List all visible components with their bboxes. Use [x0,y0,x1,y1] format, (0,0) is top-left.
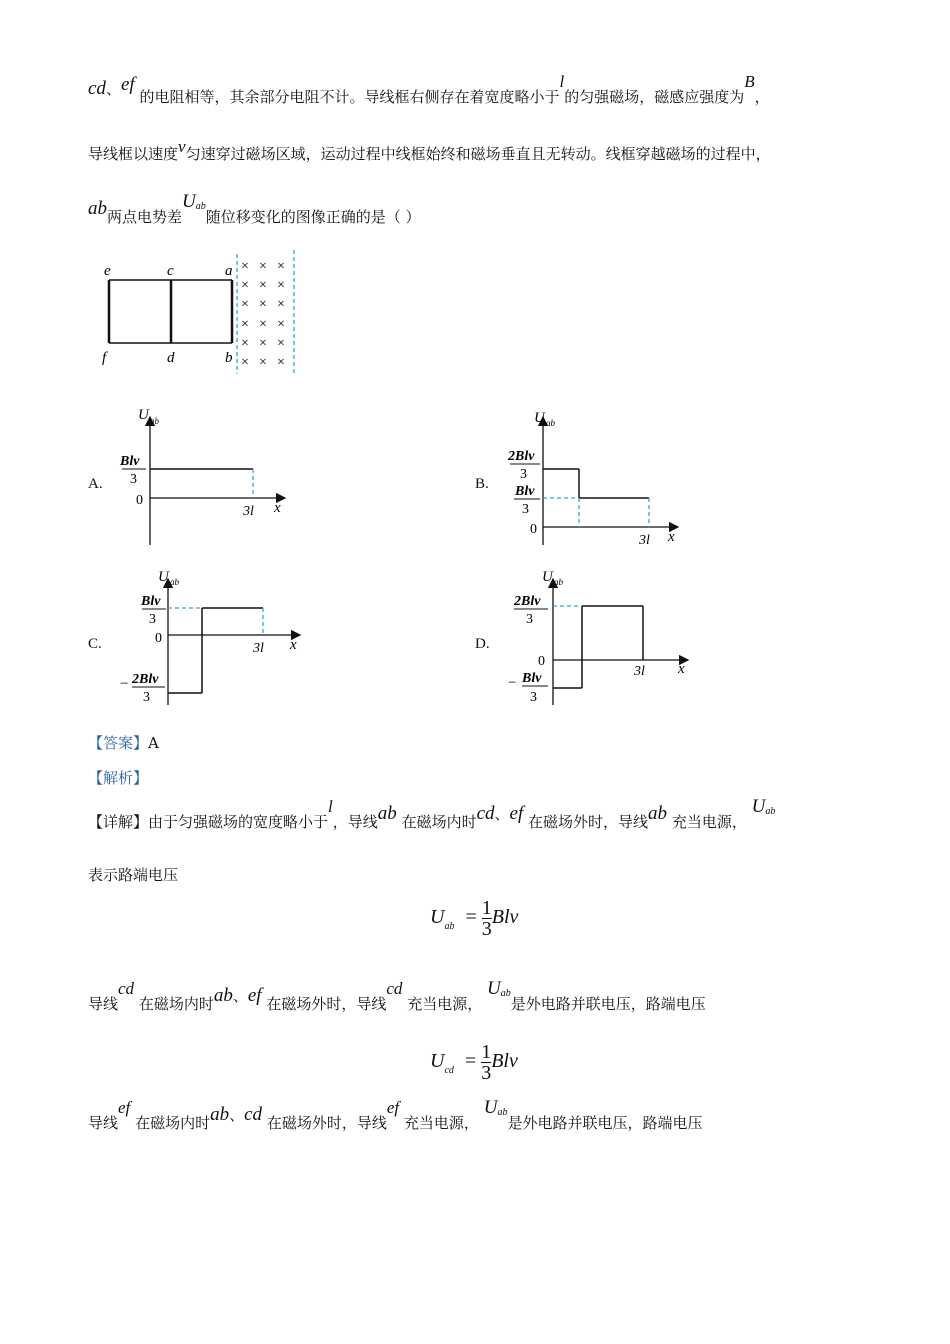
svg-text:3l: 3l [243,504,254,519]
svg-text:×: × [241,336,249,351]
label-d: d [167,350,175,366]
svg-text:3: 3 [522,502,529,517]
svg-text:×: × [241,297,249,312]
answer-line [88,732,159,753]
svg-text:×: × [241,317,249,332]
svg-text:0: 0 [155,631,162,646]
option-d-label: D. [475,636,490,652]
svg-text:×: × [241,355,249,370]
svg-text:3l: 3l [634,664,645,679]
option-b-graph [500,405,690,550]
svg-text:−: − [508,675,517,691]
svg-text:0: 0 [136,493,143,508]
magnetic-field-marks [241,259,285,370]
svg-text:ab: ab [554,577,563,587]
svg-text:−: − [120,676,129,692]
svg-text:ab: ab [170,577,179,587]
svg-text:×: × [259,355,267,370]
svg-text:x: x [678,661,685,677]
svg-text:×: × [277,278,285,293]
svg-text:0: 0 [530,522,537,537]
answer-tag: 【答案】 [88,734,149,752]
svg-text:Blv: Blv [515,484,535,499]
svg-text:×: × [259,297,267,312]
option-c-graph [110,565,310,710]
svg-text:2Blv: 2Blv [514,594,541,609]
svg-text:×: × [241,259,249,274]
svg-text:U: U [158,569,169,585]
label-c: c [167,263,174,279]
svg-text:×: × [277,336,285,351]
svg-text:Blv: Blv [120,454,140,469]
option-c-label: C. [88,636,102,652]
svg-text:3: 3 [143,690,150,705]
svg-text:U: U [138,407,149,423]
svg-text:×: × [277,259,285,274]
option-b-label: B. [475,476,489,492]
svg-text:x: x [668,529,675,545]
svg-text:×: × [277,297,285,312]
svg-text:3l: 3l [253,641,264,656]
svg-text:×: × [259,336,267,351]
svg-text:×: × [241,278,249,293]
problem-line-3: ab两点电势差$U^{ab}$随位移变化的图像正确的是（ ） [88,191,421,226]
equation-1: $U_{ab}$ = $\frac{1}{3}$ Blv [430,897,519,940]
svg-text:U: U [542,569,553,585]
analysis-tag: 【解析】 [88,769,149,787]
label-b: b [225,350,233,366]
var-cd: cd [88,78,106,99]
svg-text:×: × [277,317,285,332]
equation-2: $U_{cd}$ = $\frac{1}{3}$ Blv [430,1041,518,1084]
wire-frame-figure [95,250,305,375]
svg-text:ab: ab [546,418,555,428]
problem-line-1: cd、ef 的电阻相等，其余部分电阻不计。导线框右侧存在着宽度略小于l的匀强磁场，磁感应强度为B， [88,72,770,106]
option-a-graph [110,405,300,550]
detail-line-3: 导线cd 在磁场内时ab、ef 在磁场外时，导线cd 充当电源， $U^{ab}$是外电路并联电压，路端电压 [88,978,706,1013]
detail-line-4: 导线ef 在磁场内时ab、cd 在磁场外时，导线ef 充当电源， $U^{ab}$是外电路并联电压，路端电压 [88,1097,703,1132]
svg-text:U: U [534,410,545,426]
var-ef: ef [120,74,135,95]
detail-line-1: 【详解】由于匀强磁场的宽度略小于l，导线ab 在磁场内时cd、ef 在磁场外时，导线ab 充当电源， $U^{ab}$ [88,796,776,831]
svg-text:×: × [259,317,267,332]
svg-text:3: 3 [520,467,527,482]
svg-text:0: 0 [538,654,545,669]
analysis-line [88,767,148,788]
svg-text:×: × [259,278,267,293]
label-f: f [102,350,107,366]
svg-text:Blv: Blv [522,671,542,686]
svg-text:3l: 3l [639,533,650,548]
svg-text:2Blv: 2Blv [508,449,535,464]
svg-text:3: 3 [130,472,137,487]
svg-text:3: 3 [530,690,537,705]
svg-text:ab: ab [150,416,159,426]
problem-line-2: 导线框以速度v匀速穿过磁场区域，运动过程中线框始终和磁场垂直且无转动。线框穿越磁场的过程中， [88,137,771,163]
svg-text:Blv: Blv [141,594,161,609]
detail-line-2: 表示路端电压 [88,866,179,884]
svg-text:x: x [274,500,281,516]
svg-text:x: x [290,637,297,653]
label-a: a [225,263,233,279]
svg-text:×: × [259,259,267,274]
svg-text:×: × [277,355,285,370]
answer-value: A [148,734,159,752]
label-e: e [104,263,111,279]
svg-text:2Blv: 2Blv [132,672,159,687]
option-d-graph [500,565,700,710]
option-a-label: A. [88,476,103,492]
svg-text:3: 3 [149,612,156,627]
svg-text:3: 3 [526,612,533,627]
